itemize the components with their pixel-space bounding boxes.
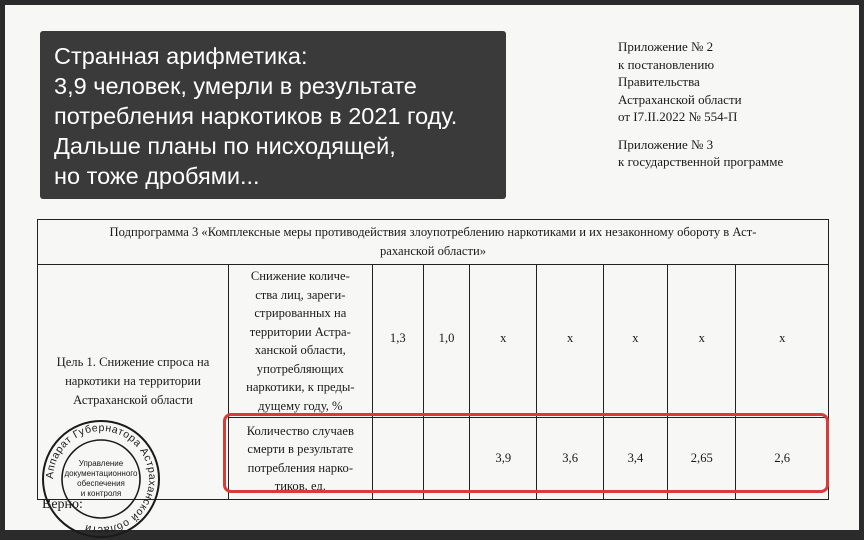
caption-line: Дальше планы по нисходящей, [54,133,396,159]
goal-line: наркотики на территории [65,374,201,388]
value-cell: x [603,265,667,418]
annotation-caption [40,31,506,199]
value-cell: x [470,265,537,418]
subprogram-title [38,220,829,265]
appendix-line: Приложение № 3 [618,136,714,152]
indicator-line: Снижение количе- [250,269,350,283]
value-cell: 1,3 [372,265,423,418]
value-cell: x [736,265,829,418]
indicator-line: наркотики, к преды- [246,380,355,394]
value-cell: x [668,265,736,418]
appendix-line: к государственной программе [618,154,784,169]
stamp-center-line: Управление [78,459,124,468]
value-cell: 3,9 [470,418,537,500]
stamp-center-line: и контроля [80,489,122,498]
table-row [38,265,829,418]
highlight-box [223,413,829,493]
appendix-line: от I7.II.2022 № 554-П [618,109,738,124]
subprogram-row [38,220,829,265]
value-cell: 2,6 [736,418,829,500]
indicator-line: Количество случаев [246,423,354,438]
value-cell: x [537,265,603,418]
value-cell: 3,6 [537,418,603,500]
indicator-line: потребления нарко- [247,460,354,475]
indicator-line: ства лиц, зареги- [255,287,346,302]
certified-mark: Верно: [42,497,83,512]
subprogram-line: раханской области» [380,244,486,258]
caption-line: потребления наркотиков в 2021 году. [54,103,458,129]
caption-line: 3,9 человек, умерли в результате [54,73,417,99]
indicator-line: стрированных на [254,306,347,320]
caption-line: но тоже дробями... [54,163,260,189]
value-cell: 1,0 [423,265,469,418]
goal-line: Астраханской области [73,393,193,407]
appendix-header [618,38,858,171]
indicator-line: тиков, ед. [274,479,326,493]
indicator-line: ханской области, [254,343,346,357]
caption-line: Странная арифметика: [54,43,308,69]
goal-line: Цель 1. Снижение спроса на [56,355,210,369]
indicator-cell [228,265,372,418]
appendix-line: к постановлению [618,56,715,72]
official-stamp [40,418,162,540]
indicator-line: смерти в результате [247,442,354,456]
appendix-line: Правительства [618,74,700,89]
stamp-ring-text: Аппарат Губернатора Астраханской области [43,421,159,537]
value-cell: 3,4 [603,418,667,500]
value-cell: 2,65 [668,418,736,500]
indicator-line: употребляющих [256,361,344,376]
subprogram-line: Подпрограмма 3 «Комплексные меры противодействия злоупотреблению наркотиками и их незаконному обороту в Аст- [109,225,757,239]
appendix-line: Приложение № 2 [618,39,714,54]
stamp-center-line: обеспечения [77,479,125,488]
stamp-center-line: документационного [64,469,138,478]
appendix-line: Астраханской области [618,91,742,107]
indicator-line: дущему году, % [258,398,343,413]
indicator-line: территории Астра- [249,324,351,339]
spacer [618,126,858,136]
